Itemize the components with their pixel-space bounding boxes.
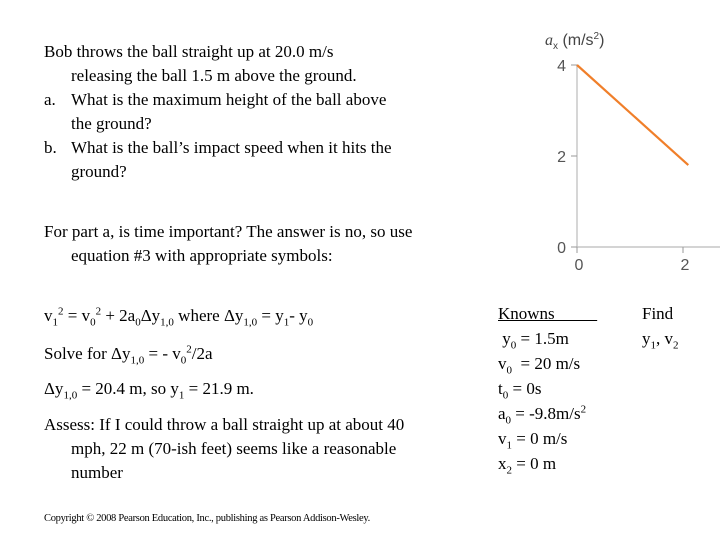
eq-part: = v: [63, 306, 91, 325]
solve-part: = - v: [144, 344, 181, 363]
known-row: [498, 376, 597, 401]
eq-sub: 0: [135, 316, 141, 329]
known-row: [498, 451, 597, 476]
knowns-rows: [498, 326, 597, 476]
known-subscript: 2: [506, 464, 512, 477]
known-symbol: v: [498, 429, 507, 448]
knowns-list: [498, 301, 597, 476]
acceleration-series-line: [577, 65, 688, 165]
knowns-header: Knowns: [498, 304, 598, 323]
solve-sup: 2: [186, 343, 192, 356]
known-symbol: v: [498, 354, 507, 373]
known-symbol: a: [498, 404, 506, 423]
y-tick-label: 0: [557, 240, 566, 257]
result-part: = 21.9 m.: [184, 379, 254, 398]
solve-part: Solve for Δy: [44, 344, 131, 363]
known-row: [498, 326, 597, 351]
result-sub: 1: [178, 389, 185, 402]
equation-line: [44, 305, 313, 327]
question-b: [44, 136, 394, 184]
y-tick-label: 2: [557, 149, 566, 166]
known-subscript: 0: [510, 339, 517, 352]
eq-sub: 1,0: [243, 316, 258, 329]
problem-intro: Bob throws the ball straight up at 20.0 m/s releasing the ball 1.5 m above the ground.: [44, 42, 357, 85]
result-part: = 20.4 m, so y: [77, 379, 179, 398]
solve-line: [44, 343, 213, 365]
find-part: , v: [656, 329, 673, 348]
acceleration-graph: [525, 15, 720, 280]
eq-sub: 1,0: [160, 316, 174, 329]
eq-part: + 2a: [101, 306, 136, 325]
known-value: = 0 m: [512, 454, 557, 473]
known-value: = 0s: [508, 379, 542, 398]
result-line: [44, 378, 254, 400]
known-symbol: x: [498, 454, 507, 473]
known-subscript: 0: [505, 414, 512, 427]
solve-part: /2a: [191, 344, 213, 363]
known-symbol: y: [498, 329, 511, 348]
find-part: y: [642, 329, 651, 348]
known-row: [498, 351, 597, 376]
question-a-marker: a.: [44, 90, 56, 109]
known-value: = 1.5m: [516, 329, 569, 348]
known-subscript: 0: [502, 389, 509, 402]
eq-sub: 0: [307, 316, 314, 329]
solve-sub: 0: [180, 354, 187, 367]
question-a: [44, 88, 394, 136]
eq-sub: 1: [283, 316, 290, 329]
find-header: Find: [642, 304, 674, 323]
eq-part: = y: [257, 306, 284, 325]
eq-sub: 1: [52, 316, 58, 329]
solve-sub: 1,0: [130, 354, 145, 367]
x-tick-label: 2: [680, 257, 690, 274]
x-tick-label: 0: [574, 257, 584, 274]
known-symbol: t: [498, 379, 503, 398]
find-sub: 2: [673, 339, 679, 352]
assess-text: Assess: If I could throw a ball straight up at about 40 mph, 22 m (70-ish feet) seems like a reasonable number: [44, 415, 405, 482]
eq-v: v: [44, 306, 53, 325]
question-list: [44, 88, 394, 184]
question-b-marker: b.: [44, 138, 57, 157]
eq-part: - y: [289, 306, 308, 325]
problem-statement: [44, 40, 394, 184]
find-list: [642, 301, 679, 351]
known-value: = 0 m/s: [512, 429, 568, 448]
known-value: = 20 m/s: [512, 354, 581, 373]
find-values: [642, 326, 679, 351]
known-value: = -9.8m/s: [511, 404, 581, 423]
eq-part: where Δy: [173, 306, 244, 325]
graph-ylabel: $a_x$ $(m/s^2)$: [545, 31, 605, 52]
copyright-notice: Copyright © 2008 Pearson Education, Inc., publishing as Pearson Addison-Wesley.: [44, 513, 371, 524]
result-part: Δy: [44, 379, 64, 398]
eq-sup: 2: [95, 305, 102, 318]
eq-sub: 0: [90, 316, 96, 329]
known-superscript: 2: [580, 403, 587, 416]
known-row: [498, 426, 597, 451]
question-b-text: What is the ball’s impact speed when it hits the ground?: [71, 138, 392, 181]
known-subscript: 0: [506, 364, 512, 377]
find-sub: 1: [650, 339, 656, 352]
known-subscript: 1: [506, 439, 512, 452]
y-tick-label: 4: [557, 58, 566, 75]
part-a-text: For part a, is time important? The answer is no, so use equation #3 with appropriate symbols:: [44, 222, 413, 265]
eq-sup: 2: [58, 305, 64, 318]
eq-part: Δy: [140, 306, 161, 325]
result-sub: 1,0: [63, 389, 78, 402]
question-a-text: What is the maximum height of the ball above the ground?: [71, 90, 387, 133]
known-row: [498, 401, 597, 426]
